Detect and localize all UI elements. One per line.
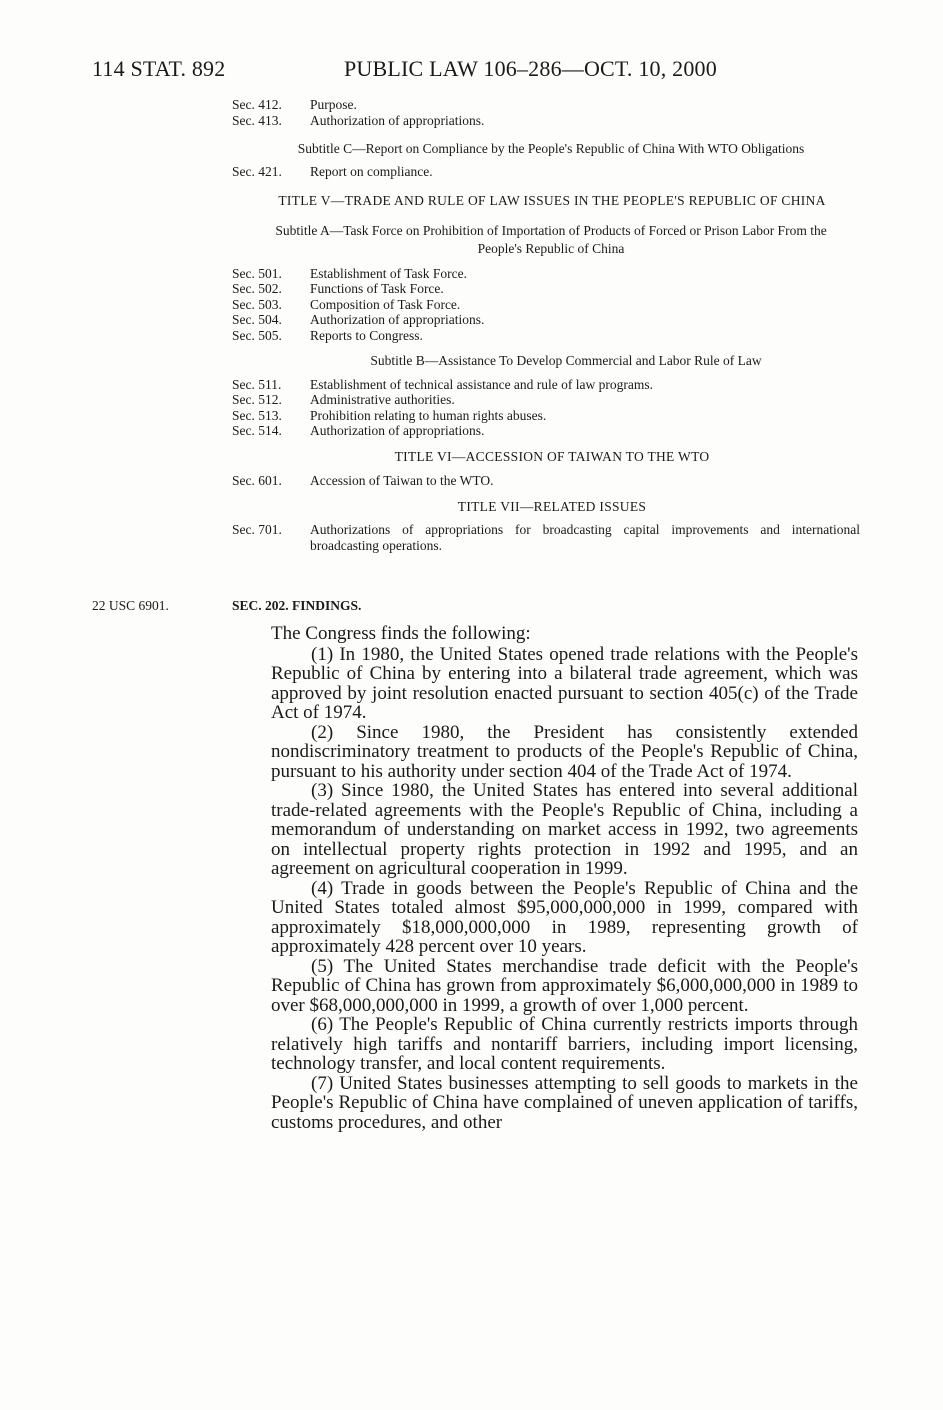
findings-body [271,624,858,1132]
toc-subtitle-b: Subtitle B—Assistance To Develop Commercial and Labor Rule of Law [370,353,762,368]
toc-entry [232,377,860,393]
toc-entry [232,473,860,489]
toc-section-title: Report on compliance. [310,164,433,179]
toc-section-number: Sec. 504. [232,312,282,327]
toc-title-vi: TITLE VI—ACCESSION OF TAIWAN TO THE WTO [394,448,710,464]
finding-paragraph: (6) The People's Republic of China currently restricts imports through relatively high tariffs and nontariff barriers, including import licensing, technology transfer, and local content requirements. [271,1014,858,1074]
toc-title-vii: TITLE VII—RELATED ISSUES [457,498,647,514]
toc-title-v: TITLE V—TRADE AND RULE OF LAW ISSUES IN THE PEOPLE'S REPUBLIC OF CHINA [278,192,826,208]
toc-entry [232,408,860,424]
toc-entry [232,281,860,297]
toc-section-number: Sec. 505. [232,327,282,343]
toc-entry [232,522,860,553]
usc-margin-note: 22 USC 6901. [92,598,169,613]
table-of-contents [232,97,860,553]
toc-entry [232,392,860,408]
toc-section-title: Authorization of appropriations. [310,423,485,438]
toc-section-title: Accession of Taiwan to the WTO. [310,473,494,488]
toc-section-title: Authorization of appropriations. [310,112,485,128]
finding-paragraph: (2) Since 1980, the President has consistently extended nondiscriminatory treatment to products of the People's Republic of China, pursuant to his authority under section 404 of the Trade Act of 1974. [271,721,858,782]
finding-paragraph: (1) In 1980, the United States opened trade relations with the People's Republic of China by entering into a bilateral trade agreement, which was approved by joint resolution enacted pursuant to section 405(c) of the Trade Act of 1974. [271,643,858,723]
toc-section-title: Reports to Congress. [310,327,423,343]
finding-paragraph: (7) United States businesses attempting to sell goods to markets in the People's Republic of China have complained of uneven application of tariffs, customs procedures, and other [271,1072,858,1133]
toc-section-number: Sec. 513. [232,407,282,423]
toc-entry [232,312,860,328]
toc-subtitle-a: Subtitle A—Task Force on Prohibition of Importation of Products of Forced or Prison Labor From the People's Republic of China [275,222,827,256]
toc-entry [232,164,860,180]
toc-section-number: Sec. 502. [232,281,282,296]
toc-subtitle-c: Subtitle C—Report on Compliance by the People's Republic of China With WTO Obligations [297,141,805,156]
toc-section-number: Sec. 701. [232,522,282,537]
section-heading: SEC. 202. FINDINGS. [232,598,362,613]
toc-entry [232,297,860,313]
toc-section-title: Establishment of Task Force. [310,265,468,281]
toc-entry [232,328,860,344]
toc-entry [232,266,860,282]
toc-section-title: Authorizations of appropriations for broadcasting capital improvements and international broadcasting operations. [310,522,860,553]
finding-paragraph: (3) Since 1980, the United States has entered into several additional trade-related agreements with the People's Republic of China, including a memorandum of understanding on market access in 1992, two agreements on intellectual property rights protection in 1992 and 1995, and an agreement on agricultural cooperation in 1999. [271,780,858,879]
toc-section-number: Sec. 511. [232,376,282,392]
toc-section-number: Sec. 412. [232,97,282,112]
toc-entry [232,97,860,113]
toc-section-title: Administrative authorities. [310,392,455,407]
toc-section-title: Prohibition relating to human rights abuses. [310,407,547,423]
toc-section-title: Composition of Task Force. [310,296,461,312]
toc-section-title: Establishment of technical assistance and rule of law programs. [310,376,654,392]
toc-section-title: Functions of Task Force. [310,281,444,296]
toc-section-number: Sec. 512. [232,392,282,407]
toc-section-number: Sec. 421. [232,164,282,179]
toc-section-number: Sec. 413. [232,112,282,128]
finding-paragraph: (4) Trade in goods between the People's Republic of China and the United States totaled almost $95,000,000,000 in 1999, compared with approximately $18,000,000,000 in 1989, representing growth of approximately 428 percent over 10 years. [271,877,858,957]
toc-section-number: Sec. 514. [232,423,282,438]
public-law-title: PUBLIC LAW 106–286—OCT. 10, 2000 [344,56,717,81]
toc-section-number: Sec. 503. [232,296,282,312]
toc-section-number: Sec. 601. [232,473,282,488]
findings-intro: The Congress finds the following: [271,623,531,644]
toc-entry [232,113,860,129]
toc-section-number: Sec. 501. [232,265,282,281]
toc-section-title: Authorization of appropriations. [310,312,485,327]
toc-section-title: Purpose. [310,97,357,112]
page-header [92,56,792,86]
toc-entry [232,423,860,439]
statute-page-number: 114 STAT. 892 [92,56,226,81]
finding-paragraph: (5) The United States merchandise trade deficit with the People's Republic of China has grown from approximately $6,000,000,000 in 1989 to over $68,000,000,000 in 1999, a growth of over 1,000 percent. [271,955,858,1016]
